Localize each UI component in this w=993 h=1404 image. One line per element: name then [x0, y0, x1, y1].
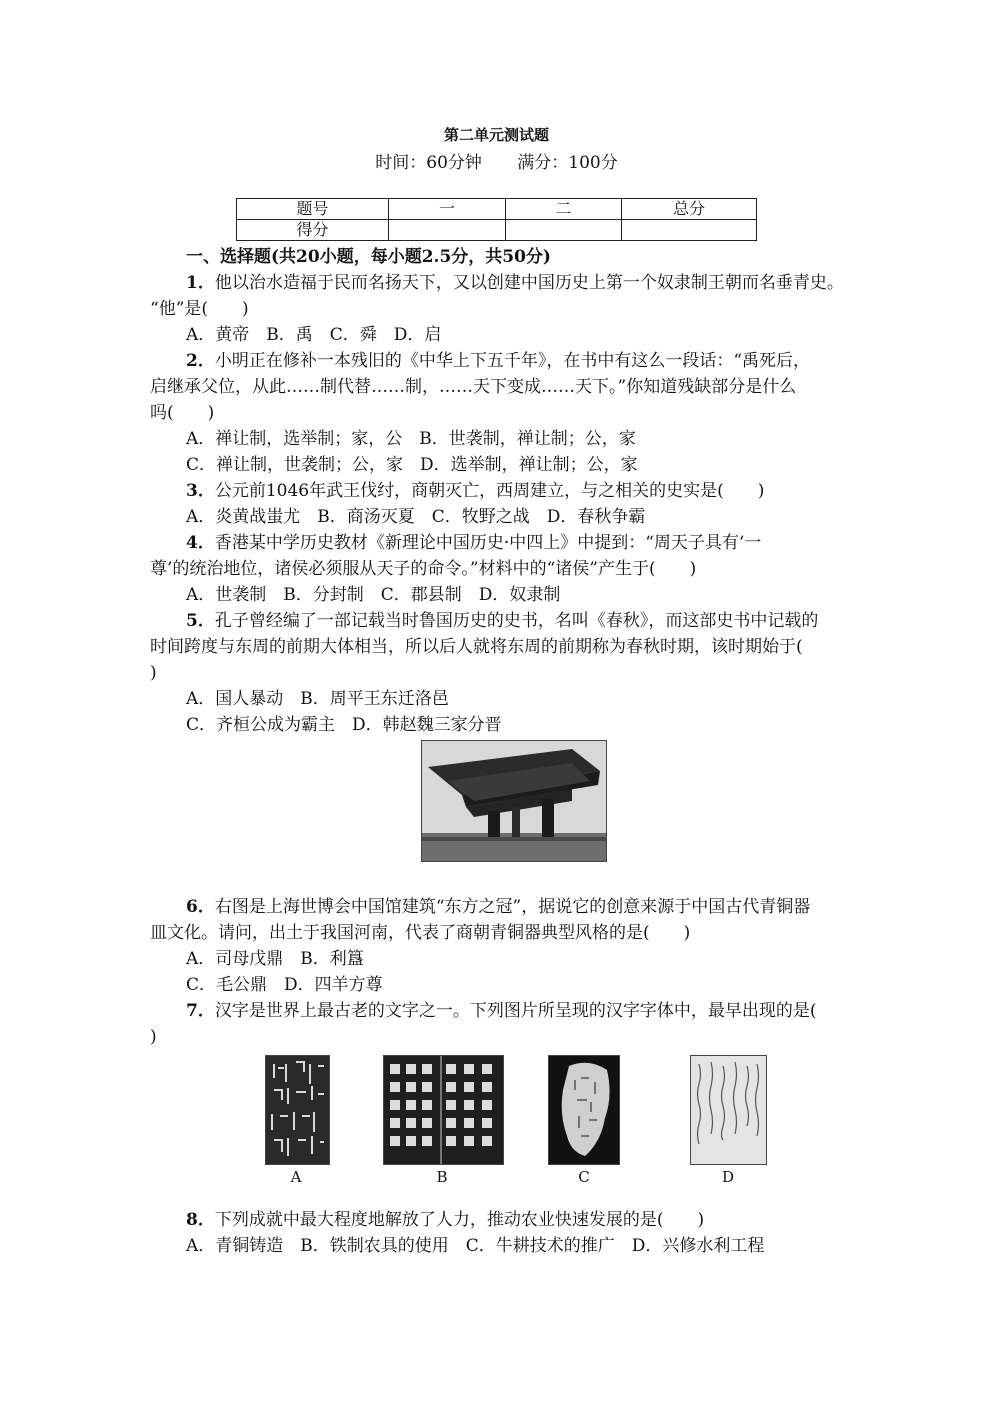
image-label: A	[290, 1168, 302, 1186]
score-cell[interactable]	[506, 220, 622, 241]
question-options[interactable]: C．齐桓公成为霸主 D．韩赵魏三家分晋	[186, 715, 502, 735]
section-title: 一、选择题(共20小题，每小题2.5分，共50分)	[186, 247, 551, 267]
question-options[interactable]: C．毛公鼎 D．四羊方尊	[186, 975, 383, 995]
score-table-row	[237, 220, 757, 241]
question-number: 5．	[186, 611, 215, 631]
score-header-cell: 一	[389, 199, 506, 220]
question-text: “他”是( )	[150, 299, 249, 319]
question-options[interactable]: C．禅让制，世袭制；公，家 D．选举制，禅让制；公，家	[186, 455, 638, 475]
question-options[interactable]: A．炎黄战蚩尤 B．商汤灭夏 C．牧野之战 D．春秋争霸	[186, 507, 646, 527]
question-number: 8．	[186, 1210, 215, 1230]
question-1-line	[186, 270, 844, 296]
exam-info	[0, 148, 993, 173]
question-text: 下列成就中最大程度地解放了人力，推动农业快速发展的是( )	[214, 1210, 705, 1230]
question-text: 吗( )	[150, 403, 215, 423]
pavilion-illustration	[422, 741, 606, 861]
script-image-c[interactable]	[548, 1055, 620, 1165]
question-text: )	[150, 663, 157, 683]
question-8-line	[186, 1207, 704, 1233]
question-5-line	[186, 608, 818, 634]
question-4-line	[186, 530, 761, 556]
question-text: 右图是上海世博会中国馆建筑“东方之冠”，据说它的创意来源于中国古代青铜器	[214, 897, 811, 917]
question-text: 公元前1046年武王伐纣，商朝灭亡，西周建立，与之相关的史实是( )	[214, 481, 765, 501]
time-limit: 时间：60分钟	[375, 153, 482, 173]
question-text: 时间跨度与东周的前期大体相当，所以后人就将东周的前期称为春秋时期，该时期始于(	[150, 637, 803, 657]
question-options[interactable]: A．世袭制 B．分封制 C．郡县制 D．奴隶制	[186, 585, 561, 605]
script-image-b[interactable]	[383, 1055, 504, 1165]
question-options[interactable]: A．司母戊鼎 B．利簋	[186, 949, 364, 969]
question-number: 4．	[186, 533, 215, 553]
image-label: C	[578, 1168, 590, 1186]
question-text: 小明正在修补一本残旧的《中华上下五千年》，在书中有这么一段话：“禹死后，	[214, 351, 811, 371]
question-text: 尊’的统治地位，诸侯必须服从天子的命令。”材料中的“诸侯”产生于( )	[150, 559, 697, 579]
inscription-texture	[266, 1056, 329, 1164]
question-text: 孔子曾经编了一部记载当时鲁国历史的史书，名叫《春秋》，而这部史书中记载的	[214, 611, 819, 631]
question-options[interactable]: A．黄帝 B．禹 C．舜 D．启	[186, 325, 442, 345]
question-text: 他以治水造福于民而名扬天下，又以创建中国历史上第一个奴隶制王朝而名垂青史。	[214, 273, 844, 293]
question-6-line	[186, 894, 810, 920]
question-text: 皿文化。请问，出土于我国河南，代表了商朝青铜器典型风格的是( )	[150, 923, 691, 943]
question-text: )	[150, 1027, 157, 1047]
oracle-bone-texture	[549, 1056, 619, 1164]
question-number: 3．	[186, 481, 215, 501]
score-header-cell: 题号	[237, 199, 389, 220]
question-text: 启继承父位，从此……制代替……制，……天下变成……天下。”你知道残缺部分是什么	[150, 377, 797, 397]
question-2-line	[186, 348, 810, 374]
question-3-line	[186, 478, 764, 504]
question-number: 2．	[186, 351, 215, 371]
page-title: 第二单元测试题	[443, 126, 549, 144]
score-cell[interactable]	[389, 220, 506, 241]
score-row-label: 得分	[237, 220, 389, 241]
question-number: 1．	[186, 273, 215, 293]
score-table	[236, 198, 757, 241]
question-options[interactable]: A．国人暴动 B．周平王东迁洛邑	[186, 689, 449, 709]
cursive-script-texture	[691, 1056, 766, 1164]
image-label: B	[436, 1168, 448, 1186]
question-options[interactable]: A．青铜铸造 B．铁制农具的使用 C．牛耕技术的推广 D．兴修水利工程	[186, 1236, 765, 1256]
script-image-a[interactable]	[265, 1055, 330, 1165]
question-options[interactable]: A．禅让制，选举制；家，公 B．世袭制，禅让制；公，家	[186, 429, 636, 449]
question-number: 7．	[186, 1001, 215, 1021]
question-7-line	[186, 998, 816, 1024]
rubbing-texture	[384, 1056, 503, 1164]
score-header-cell: 总分	[622, 199, 757, 220]
full-score: 满分：100分	[517, 153, 618, 173]
question-number: 6．	[186, 897, 215, 917]
script-image-d[interactable]	[690, 1055, 767, 1165]
china-pavilion-photo	[421, 740, 607, 862]
image-label: D	[721, 1168, 735, 1186]
score-cell[interactable]	[622, 220, 757, 241]
score-table-header-row	[237, 199, 757, 220]
score-header-cell: 二	[506, 199, 622, 220]
question-text: 香港某中学历史教材《新理论中国历史·中四上》中提到：“周天子具有‘一	[214, 533, 762, 553]
question-text: 汉字是世界上最古老的文字之一。下列图片所呈现的汉字字体中，最早出现的是(	[214, 1001, 817, 1021]
